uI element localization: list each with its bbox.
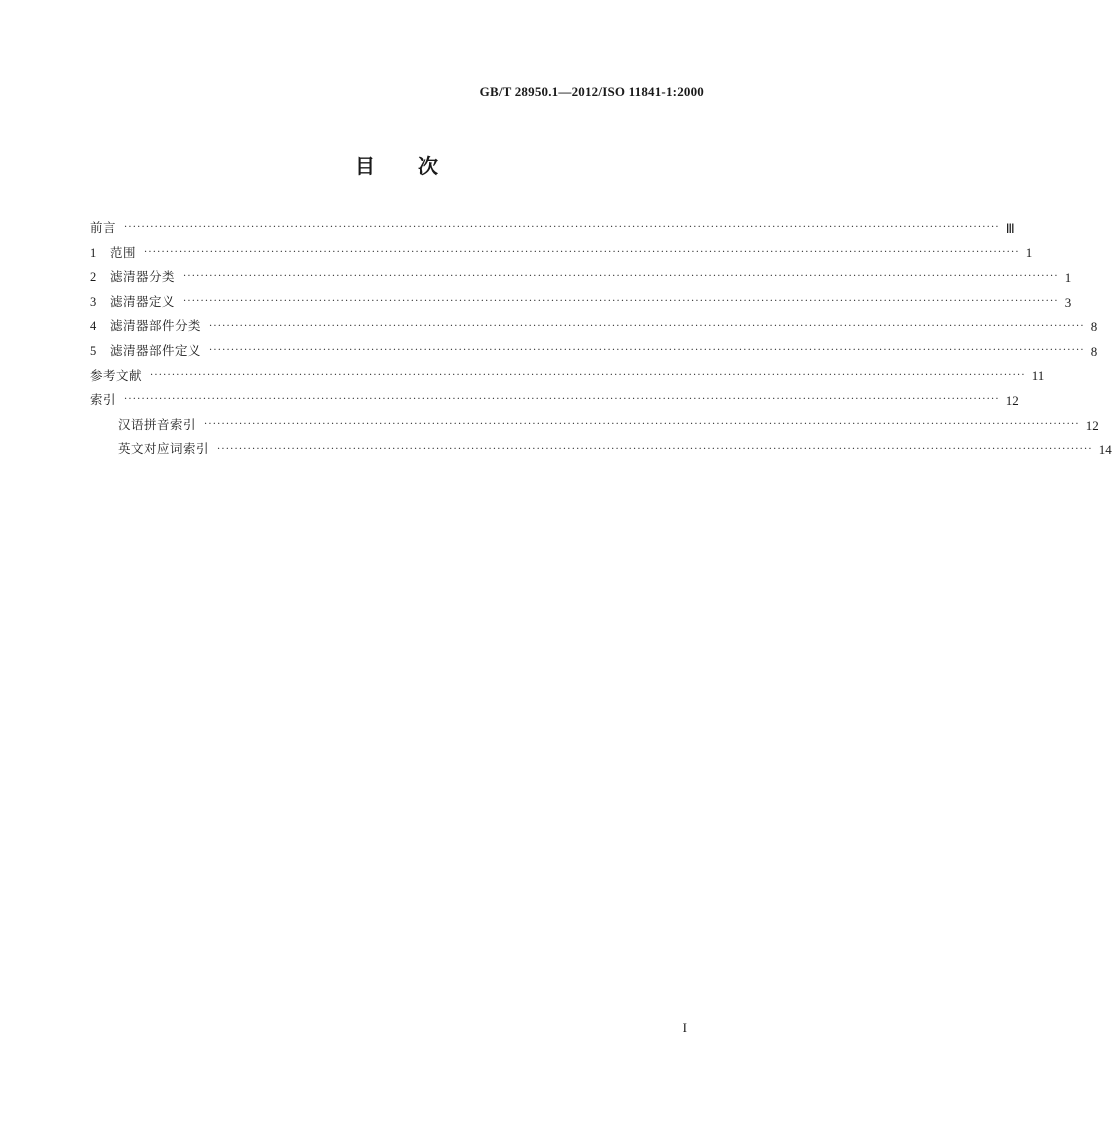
toc-leader-dots: ········································································································································································································ (209, 320, 1085, 332)
toc-entry-component-definitions[interactable] (90, 339, 1098, 364)
toc-entry-component-classification[interactable] (90, 314, 1098, 339)
title-char-1: 目 (355, 154, 376, 178)
toc-entry-text: 汉语拼音索引 (118, 416, 197, 432)
page-number: I (682, 1020, 687, 1035)
toc-entry-pinyin-index[interactable] (90, 413, 1099, 438)
toc-entry-text: 滤清器部件分类 (110, 318, 202, 334)
toc-entry-text: 范围 (110, 244, 137, 260)
toc-entry-page: 3 (1064, 294, 1072, 310)
toc-leader-dots: ········································································································································································································ (124, 394, 1000, 406)
toc-entry-english-index[interactable] (90, 437, 1112, 462)
toc-entry-scope[interactable] (90, 241, 1033, 266)
toc-entry-text: 英文对应词索引 (118, 441, 210, 457)
table-of-contents (90, 216, 1112, 462)
toc-entry-number: 4 (90, 319, 97, 334)
toc-leader-dots: ········································································································································································································ (183, 296, 1059, 308)
toc-entry-text: 前言 (90, 220, 117, 236)
standard-number: GB/T 28950.1—2012/ISO 11841-1:2000 (479, 84, 704, 99)
toc-entry-text: 滤清器部件定义 (110, 343, 202, 359)
toc-leader-dots: ········································································································································································································ (124, 222, 1000, 234)
toc-entry-page: Ⅲ (1005, 220, 1015, 236)
toc-entry-preface[interactable] (90, 216, 1015, 241)
toc-entry-page: 1 (1025, 245, 1033, 261)
toc-entry-page: 14 (1098, 442, 1112, 458)
toc-entry-number: 2 (90, 270, 97, 285)
toc-leader-dots: ········································································································································································································ (204, 419, 1080, 431)
page-title (0, 150, 794, 179)
toc-entry-page: 12 (1085, 417, 1099, 433)
toc-entry-number: 1 (90, 245, 97, 260)
toc-entry-page: 12 (1005, 392, 1019, 408)
toc-entry-bibliography[interactable] (90, 364, 1045, 389)
title-char-2: 次 (418, 154, 439, 178)
toc-entry-page: 11 (1031, 368, 1045, 384)
toc-entry-number: 3 (90, 294, 97, 309)
toc-entry-page: 8 (1090, 319, 1098, 335)
toc-leader-dots: ········································································································································································································ (144, 246, 1020, 258)
toc-entry-filter-definitions[interactable] (90, 290, 1072, 315)
toc-entry-page: 1 (1064, 269, 1072, 285)
toc-entry-number: 5 (90, 344, 97, 359)
toc-leader-dots: ········································································································································································································ (217, 443, 1093, 455)
toc-entry-text: 滤清器分类 (110, 269, 176, 285)
toc-entry-filter-classification[interactable] (90, 265, 1072, 290)
toc-entry-text: 滤清器定义 (110, 293, 176, 309)
toc-entry-text: 参考文献 (90, 367, 143, 383)
toc-leader-dots: ········································································································································································································ (209, 345, 1085, 357)
toc-entry-index[interactable] (90, 388, 1019, 413)
toc-entry-text: 索引 (90, 392, 117, 408)
toc-leader-dots: ········································································································································································································ (183, 271, 1059, 283)
toc-entry-page: 8 (1090, 343, 1098, 359)
toc-leader-dots: ········································································································································································································ (150, 369, 1026, 381)
